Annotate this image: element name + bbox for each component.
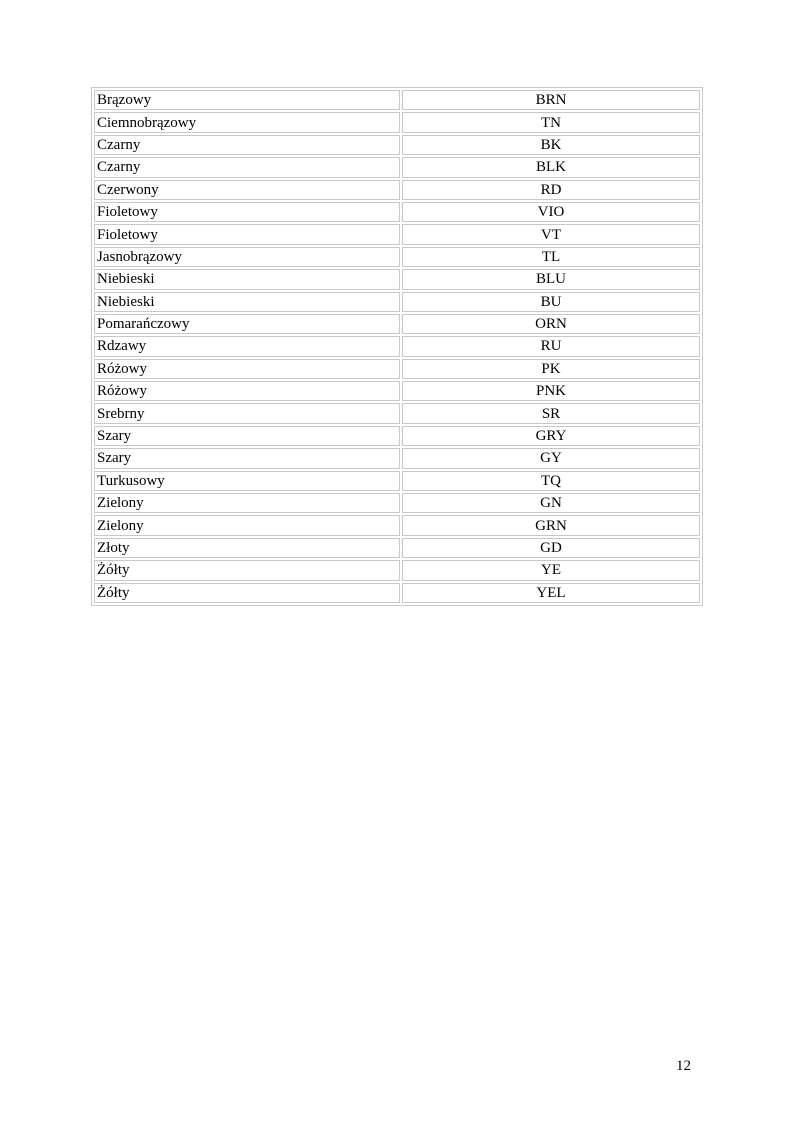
table-row	[94, 448, 700, 468]
table-row	[94, 180, 700, 200]
table-row	[94, 224, 700, 244]
color-code-cell: GY	[402, 448, 700, 468]
color-code-cell: TN	[402, 112, 700, 132]
color-code-cell: RD	[402, 180, 700, 200]
color-code-cell: ORN	[402, 314, 700, 334]
table-row	[94, 560, 700, 580]
color-name-cell: Zielony	[94, 493, 400, 513]
color-name-cell: Czarny	[94, 157, 400, 177]
table-row	[94, 90, 700, 110]
color-code-cell: RU	[402, 336, 700, 356]
color-name-cell: Różowy	[94, 381, 400, 401]
color-code-cell: TL	[402, 247, 700, 267]
table-row	[94, 157, 700, 177]
color-name-cell: Turkusowy	[94, 471, 400, 491]
table-row	[94, 202, 700, 222]
color-name-cell: Brązowy	[94, 90, 400, 110]
color-code-table-body	[94, 90, 700, 603]
color-name-cell: Srebrny	[94, 403, 400, 423]
color-name-cell: Niebieski	[94, 269, 400, 289]
color-name-cell: Żółty	[94, 583, 400, 603]
table-row	[94, 583, 700, 603]
table-row	[94, 471, 700, 491]
color-name-cell: Szary	[94, 426, 400, 446]
color-code-table	[91, 87, 703, 606]
color-code-cell: VT	[402, 224, 700, 244]
table-row	[94, 493, 700, 513]
color-name-cell: Szary	[94, 448, 400, 468]
color-code-cell: BU	[402, 292, 700, 312]
table-row	[94, 538, 700, 558]
page-number: 12	[676, 1058, 691, 1074]
color-code-cell: VIO	[402, 202, 700, 222]
color-code-cell: PNK	[402, 381, 700, 401]
table-row	[94, 135, 700, 155]
color-code-cell: GRY	[402, 426, 700, 446]
color-name-cell: Pomarańczowy	[94, 314, 400, 334]
color-name-cell: Ciemnobrązowy	[94, 112, 400, 132]
table-row	[94, 515, 700, 535]
table-row	[94, 292, 700, 312]
color-code-cell: YE	[402, 560, 700, 580]
color-name-cell: Czerwony	[94, 180, 400, 200]
color-code-cell: PK	[402, 359, 700, 379]
table-row	[94, 403, 700, 423]
color-code-cell: GRN	[402, 515, 700, 535]
color-name-cell: Czarny	[94, 135, 400, 155]
color-name-cell: Niebieski	[94, 292, 400, 312]
table-row	[94, 247, 700, 267]
color-code-cell: BLK	[402, 157, 700, 177]
color-name-cell: Zielony	[94, 515, 400, 535]
color-code-cell: TQ	[402, 471, 700, 491]
table-row	[94, 314, 700, 334]
table-row	[94, 112, 700, 132]
color-code-cell: BRN	[402, 90, 700, 110]
color-name-cell: Fioletowy	[94, 202, 400, 222]
color-name-cell: Fioletowy	[94, 224, 400, 244]
color-code-cell: SR	[402, 403, 700, 423]
color-name-cell: Złoty	[94, 538, 400, 558]
color-code-cell: BK	[402, 135, 700, 155]
color-name-cell: Różowy	[94, 359, 400, 379]
color-name-cell: Rdzawy	[94, 336, 400, 356]
table-row	[94, 336, 700, 356]
color-code-cell: BLU	[402, 269, 700, 289]
color-code-cell: GN	[402, 493, 700, 513]
table-row	[94, 426, 700, 446]
table-row	[94, 269, 700, 289]
color-code-cell: YEL	[402, 583, 700, 603]
table-row	[94, 381, 700, 401]
color-name-cell: Jasnobrązowy	[94, 247, 400, 267]
table-row	[94, 359, 700, 379]
color-name-cell: Żółty	[94, 560, 400, 580]
color-code-cell: GD	[402, 538, 700, 558]
